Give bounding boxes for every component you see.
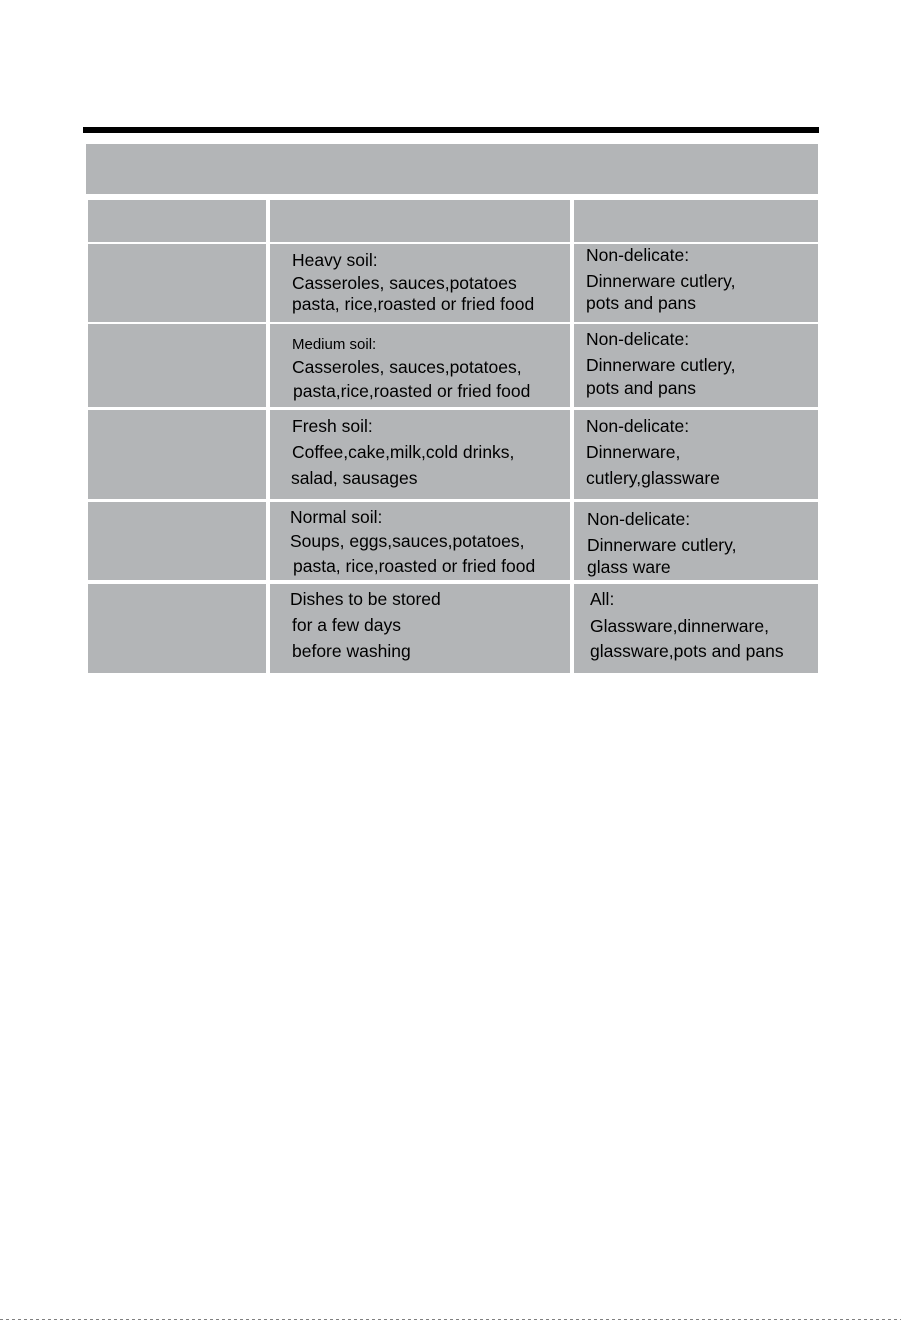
dishes-line: pots and pans [586,378,696,398]
header-cell-program [88,200,266,242]
header-cell-dishes [574,200,818,242]
top-rule [83,127,819,133]
table-row-3-program [88,410,266,499]
table-title-banner [86,144,818,194]
table-row-5-program [88,584,266,673]
table-row-4-dishes [574,502,818,580]
soil-line: before washing [292,641,411,661]
dishes-line: glass ware [587,557,671,577]
soil-line: pasta, rice,roasted or fried food [292,294,535,314]
dishes-line: Dinnerware cutlery, [586,355,736,375]
table-row-5-soil [270,584,570,673]
soil-line: Coffee,cake,milk,cold drinks, [292,442,515,462]
table-row-2-program [88,324,266,407]
table-row-2-dishes [574,324,818,407]
dishes-heading: Non-delicate: [587,509,691,529]
header-cell-soil [270,200,570,242]
soil-heading: Dishes to be stored [290,589,441,609]
dishes-heading: All: [590,589,615,609]
dishes-line: pots and pans [586,293,696,313]
soil-heading: Medium soil: [292,336,377,353]
soil-line: Casseroles, sauces,potatoes, [292,357,522,377]
table-row-1-soil [270,244,570,322]
table-row-2-soil [270,324,570,407]
dishes-line: Glassware,dinnerware, [590,616,769,636]
soil-heading: Fresh soil: [292,416,373,436]
dishes-line: Dinnerware cutlery, [586,271,736,291]
soil-line: Soups, eggs,sauces,potatoes, [290,531,525,551]
dishes-heading: Non-delicate: [586,329,690,349]
bottom-dotted-edge [0,1319,901,1320]
dishes-line: glassware,pots and pans [590,641,784,661]
soil-line: Casseroles, sauces,potatoes [292,273,517,293]
table-row-1-program [88,244,266,322]
dishes-heading: Non-delicate: [586,416,690,436]
soil-line: pasta,rice,roasted or fried food [293,381,531,401]
soil-heading: Normal soil: [290,507,383,527]
dishes-line: cutlery,glassware [586,468,720,488]
dishes-line: Dinnerware, [586,442,681,462]
table-row-4-program [88,502,266,580]
table-row-4-soil [270,502,570,580]
dishes-line: Dinnerware cutlery, [587,535,737,555]
dishes-heading: Non-delicate: [586,245,690,265]
soil-line: for a few days [292,615,401,635]
soil-line: pasta, rice,roasted or fried food [293,556,536,576]
table-row-3-soil [270,410,570,499]
soil-heading: Heavy soil: [292,250,378,270]
table-row-3-dishes [574,410,818,499]
soil-line: salad, sausages [291,468,418,488]
table-row-1-dishes [574,244,818,322]
table-row-5-dishes [574,584,818,673]
